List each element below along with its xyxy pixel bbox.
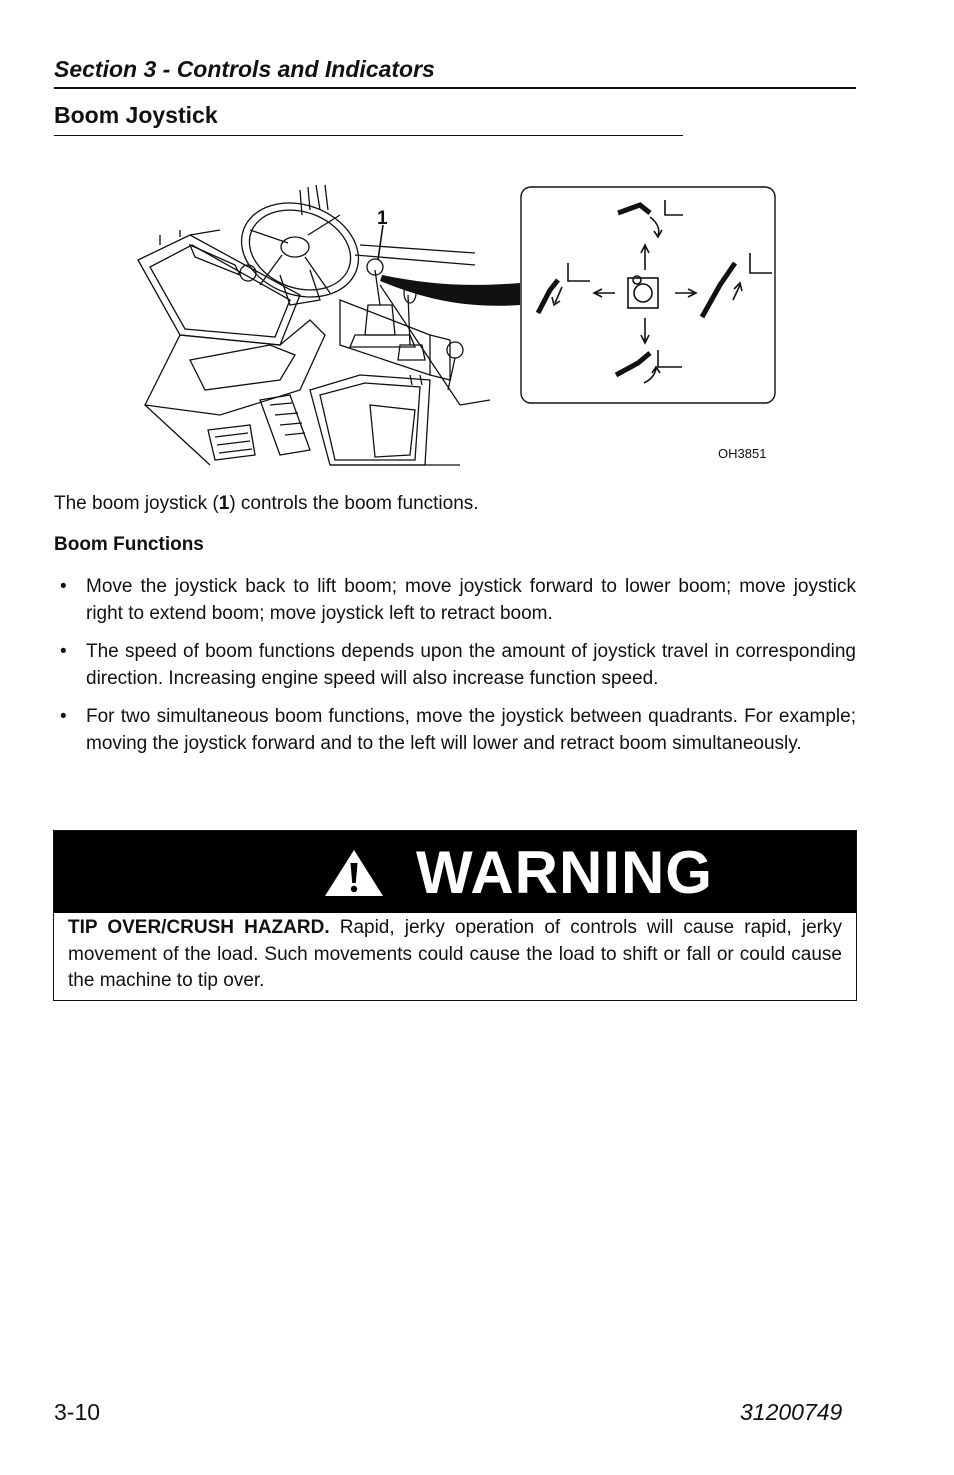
- warning-band: [54, 831, 856, 913]
- intro-suffix: ) controls the boom functions.: [229, 493, 479, 514]
- warning-title: WARNING: [416, 839, 713, 906]
- warning-body: Rapid, jerky operation of controls will cause rapid, jerky movement of the load. Such movements could cause the load to shift or fall or could cause the machine to tip over.: [68, 917, 842, 991]
- figure-code: OH3851: [718, 446, 767, 461]
- list-item: [54, 639, 856, 692]
- brake-pedal: [208, 425, 255, 460]
- boom-joystick-figure: [130, 175, 790, 470]
- intro-number: 1: [218, 493, 230, 514]
- callout-number: 1: [377, 208, 388, 229]
- bullet-icon: •: [60, 706, 67, 727]
- subsection-title: Boom Joystick: [54, 102, 218, 128]
- list-item: [54, 574, 856, 627]
- list-item: [54, 704, 856, 757]
- section-title: Section 3 - Controls and Indicators: [54, 56, 435, 82]
- seat-frame: [310, 375, 430, 465]
- boom-functions-heading: Boom Functions: [54, 534, 204, 555]
- document-number: 31200749: [740, 1399, 843, 1425]
- intro-prefix: The boom joystick (: [54, 493, 219, 514]
- list-item-text: For two simultaneous boom functions, move the joystick between quadrants. For example; moving the joystick forward and to the left will lower and retract boom simultaneously.: [86, 706, 856, 754]
- warning-box: [53, 830, 857, 1001]
- warning-text: [54, 913, 856, 995]
- bullet-icon: •: [60, 641, 67, 662]
- warning-triangle-icon: [322, 847, 386, 899]
- zoom-band: [380, 275, 520, 306]
- list-item-text: Move the joystick back to lift boom; move joystick forward to lower boom; move joystick right to extend boom; move joystick left to retract boom.: [86, 576, 856, 624]
- intro-paragraph: [54, 493, 479, 515]
- list-item-text: The speed of boom functions depends upon the amount of joystick travel in corresponding direction. Increasing engine speed will also increase function speed.: [86, 641, 856, 689]
- subsection-header: [54, 102, 683, 136]
- hazard-label: TIP OVER/CRUSH HAZARD.: [68, 917, 330, 938]
- boom-functions-list: [54, 574, 856, 769]
- cab-illustration: [130, 175, 790, 470]
- section-header: [54, 56, 856, 89]
- page-number: 3-10: [54, 1399, 101, 1425]
- bullet-icon: •: [60, 576, 67, 597]
